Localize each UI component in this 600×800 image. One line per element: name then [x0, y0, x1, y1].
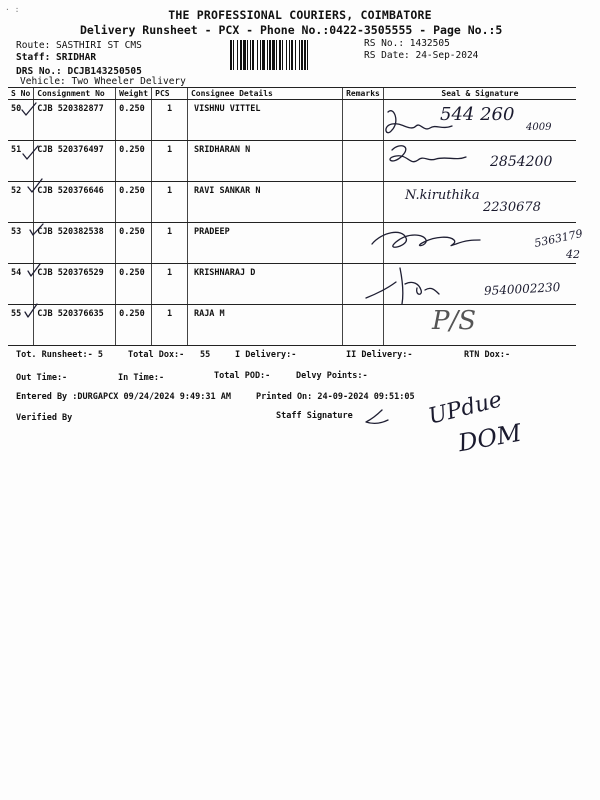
- i-delivery: I Delivery:-: [235, 350, 297, 360]
- row-weight: 0.250: [116, 141, 152, 182]
- row-sno: 55: [8, 305, 34, 346]
- row-sno: 50: [8, 100, 34, 141]
- row-remarks: [343, 223, 384, 264]
- vehicle-label: Vehicle: Two Wheeler Delivery: [20, 76, 186, 87]
- row-consignment: CJB 520382877: [34, 100, 116, 141]
- staff-signature-mark: [366, 410, 388, 423]
- row-pcs: 1: [152, 141, 188, 182]
- row-weight: 0.250: [116, 182, 152, 223]
- row-pcs: 1: [152, 305, 188, 346]
- handwritten-note: DOM: [456, 418, 524, 458]
- barcode-bar: [308, 40, 311, 70]
- delivery-table: [8, 87, 576, 346]
- row-remarks: [343, 182, 384, 223]
- row-consignment: CJB 520376497: [34, 141, 116, 182]
- in-time: In Time:-: [118, 373, 165, 383]
- row-pcs: 1: [152, 223, 188, 264]
- row-consignee: VISHNU VITTEL: [187, 100, 342, 141]
- tot-runsheet: Tot. Runsheet:- 5: [16, 350, 103, 360]
- out-time: Out Time:-: [16, 373, 68, 383]
- rtn-dox: RTN Dox:-: [464, 350, 511, 360]
- company-name: THE PROFESSIONAL COURIERS, COIMBATORE: [168, 8, 432, 22]
- handwritten-phone: 2230678: [483, 200, 541, 215]
- handwritten-phone: 5363179: [533, 227, 584, 250]
- row-remarks: [343, 141, 384, 182]
- handwritten-ps: P/S: [432, 306, 477, 336]
- handwritten-name: N.kiruthika: [405, 188, 480, 203]
- row-consignee: SRIDHARAN N: [187, 141, 342, 182]
- rs-number: RS No.: 1432505: [364, 38, 450, 49]
- handwritten-phone-suffix: 42: [566, 248, 580, 261]
- row-remarks: [343, 305, 384, 346]
- total-dox-label: Total Dox:-: [128, 350, 185, 360]
- table-row: [8, 305, 576, 346]
- row-consignment: CJB 520376635: [34, 305, 116, 346]
- row-weight: 0.250: [116, 100, 152, 141]
- row-consignee: KRISHNARAJ D: [187, 264, 342, 305]
- verified-by: Verified By: [16, 413, 73, 423]
- row-consignee: RAVI SANKAR N: [187, 182, 342, 223]
- total-pod: Total POD:-: [214, 371, 271, 381]
- entered-by: Entered By :DURGAPCX 09/24/2024 9:49:31 AM: [16, 392, 231, 402]
- route-label: Route: SASTHIRI ST CMS: [16, 40, 142, 51]
- row-sno: 51: [8, 141, 34, 182]
- row-sno: 52: [8, 182, 34, 223]
- handwritten-phone: 9540002230: [483, 280, 561, 298]
- row-signature: [383, 305, 576, 346]
- scan-specks: · :: [5, 5, 20, 14]
- row-consignment: CJB 520382538: [34, 223, 116, 264]
- row-pcs: 1: [152, 100, 188, 141]
- handwritten-phone-suffix: 4009: [526, 122, 552, 133]
- col-header-weight: Weight: [116, 88, 152, 100]
- col-header-pcs: PCS: [152, 88, 188, 100]
- ii-delivery: II Delivery:-: [346, 350, 413, 360]
- printed-on: Printed On: 24-09-2024 09:51:05: [256, 392, 415, 402]
- drs-number: DRS No.: DCJB143250505: [16, 66, 142, 77]
- barcode: [230, 40, 355, 70]
- row-pcs: 1: [152, 264, 188, 305]
- total-dox-value: 55: [200, 350, 211, 360]
- row-remarks: [343, 264, 384, 305]
- rs-date: RS Date: 24-Sep-2024: [364, 50, 479, 61]
- col-header-consignee: Consignee Details: [187, 88, 342, 100]
- col-header-remarks: Remarks: [343, 88, 384, 100]
- row-sno: 54: [8, 264, 34, 305]
- row-consignment: CJB 520376529: [34, 264, 116, 305]
- row-weight: 0.250: [116, 223, 152, 264]
- row-consignee: PRADEEP: [187, 223, 342, 264]
- col-header-consignment: Consignment No: [34, 88, 116, 100]
- row-sno: 53: [8, 223, 34, 264]
- runsheet-title: Delivery Runsheet - PCX - Phone No.:0422-3505555 - Page No.:5: [80, 23, 503, 37]
- table-row: [8, 223, 576, 264]
- delvy-points: Delvy Points:-: [296, 371, 368, 381]
- row-weight: 0.250: [116, 264, 152, 305]
- handwritten-phone: 2854200: [490, 154, 553, 170]
- row-remarks: [343, 100, 384, 141]
- col-header-signature: Seal & Signature: [383, 88, 576, 100]
- staff-label: Staff: SRIDHAR: [16, 52, 97, 63]
- handwritten-note: UPdue: [426, 387, 505, 430]
- row-consignment: CJB 520376646: [34, 182, 116, 223]
- row-weight: 0.250: [116, 305, 152, 346]
- table-header-row: [8, 88, 576, 100]
- col-header-sno: S No: [8, 88, 34, 100]
- row-consignee: RAJA M: [187, 305, 342, 346]
- handwritten-phone: 544 260: [440, 104, 515, 125]
- row-pcs: 1: [152, 182, 188, 223]
- staff-signature-label: Staff Signature: [276, 411, 353, 421]
